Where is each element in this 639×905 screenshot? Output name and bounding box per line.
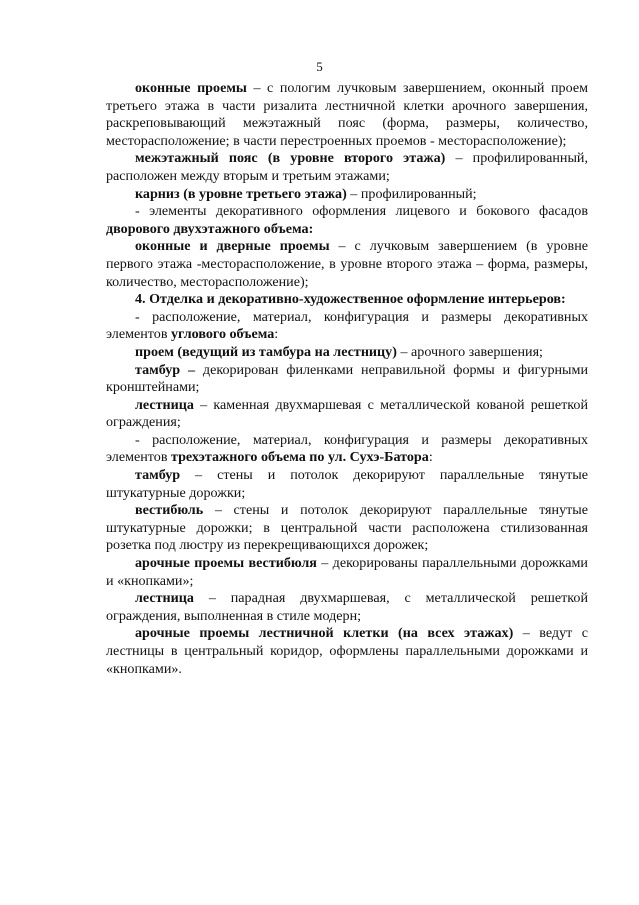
term-bold: арочные проемы лестничной клетки (на всех этажах) <box>135 625 514 642</box>
paragraph-text: – профилированный; <box>346 185 477 202</box>
term-bold: дворового двухэтажного объема: <box>106 220 314 237</box>
page-number: 5 <box>316 59 323 74</box>
paragraph-text: – стены и потолок декорируют параллельные тянутые штукатурные дорожки; в центральной части расположена стилизованная розетка под люстру из перекрещивающихся дорожек; <box>106 502 588 554</box>
term-bold: тамбур – <box>135 361 196 378</box>
paragraph-opening-vestibule <box>106 344 588 362</box>
term-bold: тамбур <box>135 467 181 484</box>
paragraph-tambour-1 <box>106 362 588 397</box>
paragraph-text: – каменная двухмаршевая с металлической кованой решеткой ограждения; <box>106 396 588 431</box>
paragraph-vestibule <box>106 502 588 555</box>
document-body <box>106 80 588 678</box>
term-bold: лестница <box>135 396 194 413</box>
paragraph-text: – ведут с лестницы в центральный коридор, оформлены параллельными дорожками и «кнопками». <box>106 625 588 677</box>
paragraph-staircase-2 <box>106 590 588 625</box>
section-heading-interiors <box>106 291 588 309</box>
paragraph-tambour-2 <box>106 467 588 502</box>
term-bold: межэтажный пояс (в уровне второго этажа) <box>135 150 446 167</box>
paragraph-arched-openings-stairwell <box>106 625 588 678</box>
paragraph-text: – профилированный, расположен между вторым и третьим этажами; <box>106 150 588 184</box>
section-title: 4. Отделка и декоративно-художественное оформление интерьеров: <box>135 291 566 308</box>
paragraph-windows-openings <box>106 80 588 150</box>
paragraph-text: - расположение, материал, конфигурация и размеры декоративных элементов <box>106 308 588 343</box>
term-bold: проем (ведущий из тамбура на лестницу) <box>135 343 397 360</box>
paragraph-text: : <box>274 326 279 343</box>
paragraph-staircase-1 <box>106 397 588 432</box>
term-bold: оконные проемы <box>135 80 247 96</box>
paragraph-text: - расположение, материал, конфигурация и размеры декоративных элементов <box>106 431 588 466</box>
paragraph-cornice <box>106 186 588 204</box>
paragraph-text: : <box>428 449 433 466</box>
term-bold: оконные и дверные проемы <box>135 238 330 255</box>
paragraph-text: - элементы декоративного оформления лицевого и бокового фасадов <box>135 203 588 220</box>
term-bold: арочные проемы вестибюля <box>135 555 317 572</box>
paragraph-window-door-openings <box>106 238 588 291</box>
paragraph-text: – декорированы параллельными дорожками и «кнопками»; <box>106 555 588 589</box>
paragraph-text: – с пологим лучковым завершением, оконный проем третьего этажа в части ризалита лестничной клетки арочного завершения, раскреповывающий межэтажный пояс (форма, размеры, количество, месторасположение; в части перестроенных проемов - месторасположение); <box>106 80 588 149</box>
paragraph-text: декорирован филенками неправильной формы и фигурными кронштейнами; <box>106 361 588 396</box>
paragraph-corner-volume <box>106 309 588 344</box>
paragraph-text: – стены и потолок декорируют параллельные тянутые штукатурные дорожки; <box>106 467 588 501</box>
term-bold: углового объема <box>171 326 275 343</box>
term-bold: трехэтажного объема по ул. Сухэ-Батора <box>171 449 429 466</box>
paragraph-text: – арочного завершения; <box>396 343 543 360</box>
paragraph-interfloor-belt <box>106 150 588 185</box>
paragraph-text: – парадная двухмаршевая, с металлической решеткой ограждения, выполненная в стиле модерн; <box>106 590 588 624</box>
paragraph-courtyard-facade <box>106 203 588 238</box>
term-bold: лестница <box>135 590 194 607</box>
term-bold: вестибюль <box>135 502 204 519</box>
paragraph-text: – с лучковым завершением (в уровне первого этажа -месторасположение, в уровне второго этажа – форма, размеры, количество, месторасположение); <box>106 238 588 290</box>
paragraph-arched-openings-vestibule <box>106 555 588 590</box>
term-bold: карниз (в уровне третьего этажа) <box>135 185 347 202</box>
paragraph-three-storey-volume <box>106 432 588 467</box>
